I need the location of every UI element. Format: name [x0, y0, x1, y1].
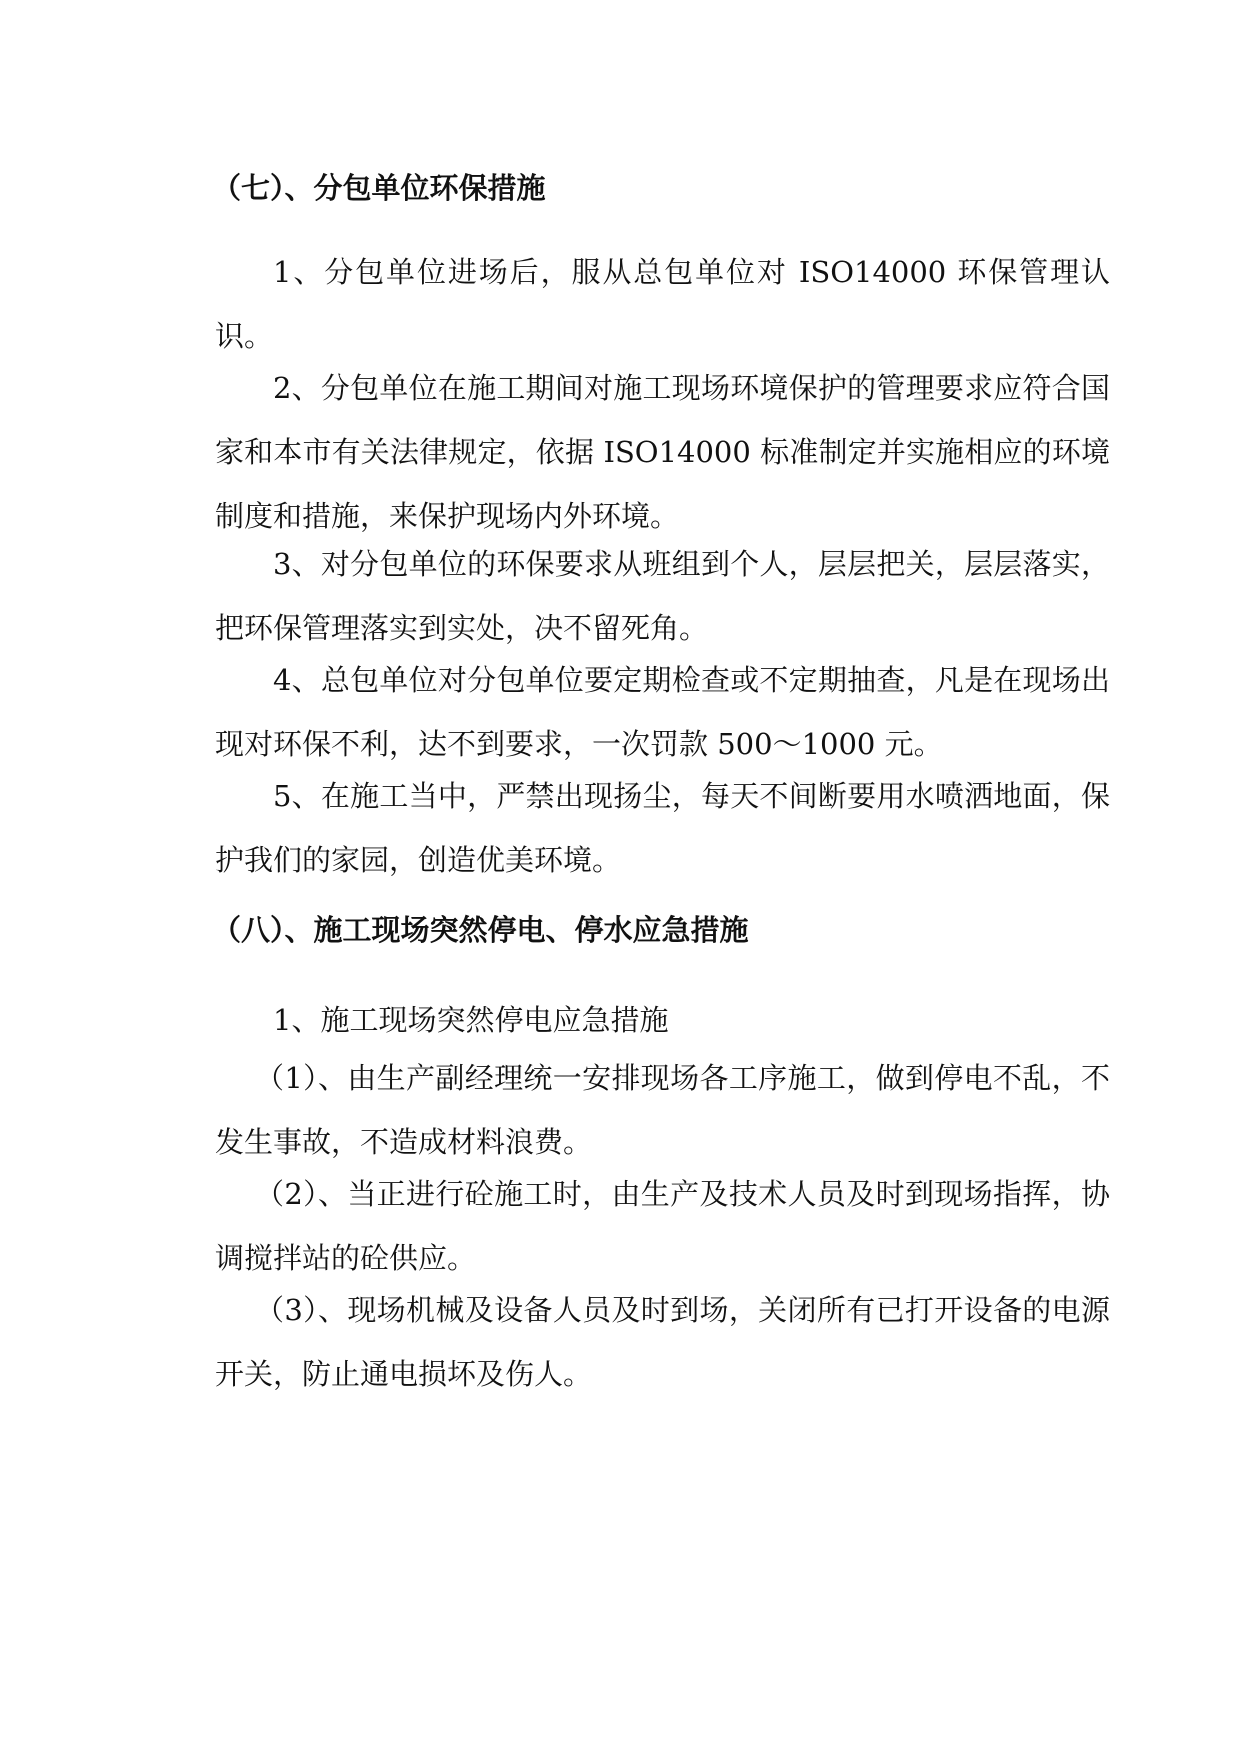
section-8-item-3: （3）、现场机械及设备人员及时到场，关闭所有已打开设备的电源开关，防止通电损坏及伤人。 [215, 1293, 1110, 1391]
section-7-heading: （七）、分包单位环保措施 [212, 171, 546, 205]
section-7-item-2: 2、分包单位在施工期间对施工现场环境保护的管理要求应符合国家和本市有关法律规定，依据 ISO14000 标准制定并实施相应的环境制度和措施，来保护现场内外环境。 [215, 371, 1110, 533]
section-7-item-5: 5、在施工当中，严禁出现扬尘，每天不间断要用水喷洒地面，保护我们的家园，创造优美环境。 [215, 779, 1110, 877]
section-7-item-3: 3、对分包单位的环保要求从班组到个人，层层把关，层层落实，把环保管理落实到实处，决不留死角。 [215, 547, 1110, 645]
section-7-item-1: 1、分包单位进场后，服从总包单位对 ISO14000 环保管理认识。 [215, 255, 1110, 353]
section-8-heading: （八）、施工现场突然停电、停水应急措施 [212, 913, 749, 947]
section-7-item-4: 4、总包单位对分包单位要定期检查或不定期抽查，凡是在现场出现对环保不利，达不到要求，一次罚款 500～1000 元。 [215, 663, 1110, 761]
section-8-subheading: 1、施工现场突然停电应急措施 [273, 1003, 669, 1037]
section-8-item-1: （1）、由生产副经理统一安排现场各工序施工，做到停电不乱，不发生事故，不造成材料浪费。 [215, 1061, 1110, 1159]
section-8-item-2: （2）、当正进行砼施工时，由生产及技术人员及时到现场指挥，协调搅拌站的砼供应。 [215, 1177, 1110, 1275]
